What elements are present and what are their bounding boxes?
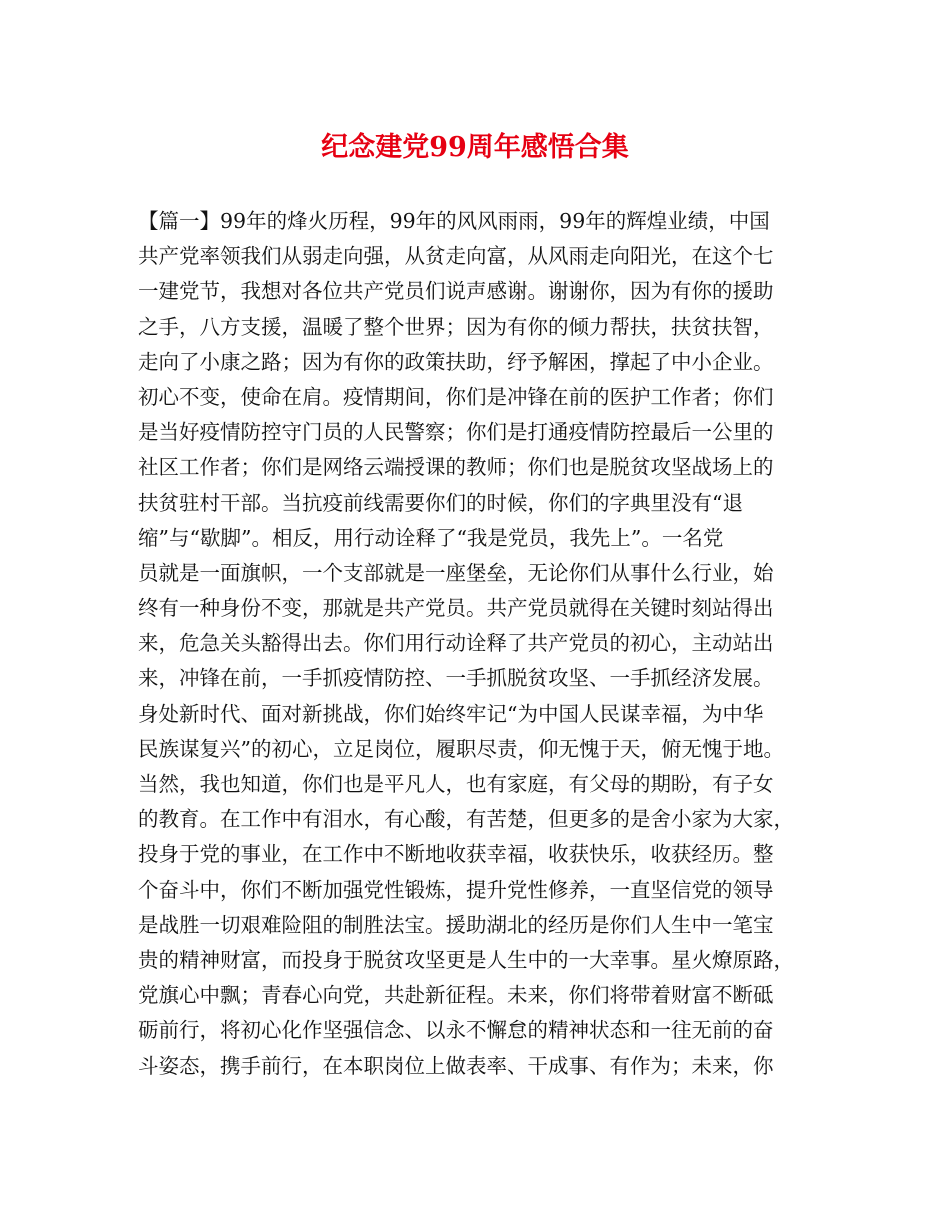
body-line: 个奋斗中，你们不断加强党性锻炼，提升党性修养，一直坚信党的领导 bbox=[138, 877, 774, 902]
body-line: 身处新时代、面对新挑战，你们始终牢记“为中国人民谋幸福，为中华 bbox=[138, 701, 764, 726]
body-line: 之手，八方支援，温暖了整个世界；因为有你的倾力帮扶，扶贫扶智， bbox=[138, 314, 774, 339]
body-line: 斗姿态，携手前行，在本职岗位上做表率、干成事、有作为；未来，你 bbox=[138, 1053, 774, 1078]
body-line: 员就是一面旗帜，一个支部就是一座堡垒，无论你们从事什么行业，始 bbox=[138, 560, 774, 585]
body-line: 投身于党的事业，在工作中不断地收获幸福，收获快乐，收获经历。整 bbox=[138, 842, 774, 867]
body-line: 终有一种身份不变，那就是共产党员。共产党员就得在关键时刻站得出 bbox=[138, 596, 774, 621]
body-line: 共产党率领我们从弱走向强，从贫走向富，从风雨走向阳光，在这个七 bbox=[138, 244, 774, 269]
body-line: 是战胜一切艰难险阻的制胜法宝。援助湖北的经历是你们人生中一笔宝 bbox=[138, 912, 774, 937]
body-line: 社区工作者；你们是网络云端授课的教师；你们也是脱贫攻坚战场上的 bbox=[138, 455, 774, 480]
body-line: 是当好疫情防控守门员的人民警察；你们是打通疫情防控最后一公里的 bbox=[138, 420, 774, 445]
body-line: 【篇一】99年的烽火历程，99年的风风雨雨，99年的辉煌业绩，中国 bbox=[138, 209, 770, 233]
body-line: 来，危急关头豁得出去。你们用行动诠释了共产党员的初心，主动站出 bbox=[138, 631, 774, 656]
body-line: 扶贫驻村干部。当抗疫前线需要你们的时候，你们的字典里没有“退 bbox=[138, 490, 743, 515]
body-line: 砺前行，将初心化作坚强信念、以永不懈怠的精神状态和一往无前的奋 bbox=[138, 1018, 774, 1043]
document-body bbox=[138, 204, 828, 1084]
body-line: 民族谋复兴”的初心，立足岗位，履职尽责，仰无愧于天，俯无愧于地。 bbox=[138, 736, 784, 761]
body-line: 来，冲锋在前，一手抓疫情防控、一手抓脱贫攻坚、一手抓经济发展。 bbox=[138, 666, 774, 691]
body-line: 贵的精神财富，而投身于脱贫攻坚更是人生中的一大幸事。星火燎原路， bbox=[138, 947, 794, 972]
body-line: 走向了小康之路；因为有你的政策扶助，纾予解困，撑起了中小企业。 bbox=[138, 349, 774, 374]
body-line: 党旗心中飘；青春心向党，共赴新征程。未来，你们将带着财富不断砥 bbox=[138, 983, 774, 1008]
body-line: 的教育。在工作中有泪水，有心酸，有苦楚，但更多的是舍小家为大家， bbox=[138, 807, 794, 832]
document-title: 纪念建党99周年感悟合集 bbox=[321, 132, 629, 163]
body-line: 当然，我也知道，你们也是平凡人，也有家庭，有父母的期盼，有子女 bbox=[138, 772, 774, 796]
body-line: 初心不变，使命在肩。疫情期间，你们是冲锋在前的医护工作者；你们 bbox=[138, 384, 774, 409]
body-line: 缩”与“歇脚”。相反，用行动诠释了“我是党员，我先上”。一名党 bbox=[138, 525, 724, 550]
body-line: 一建党节，我想对各位共产党员们说声感谢。谢谢你，因为有你的援助 bbox=[138, 279, 774, 304]
